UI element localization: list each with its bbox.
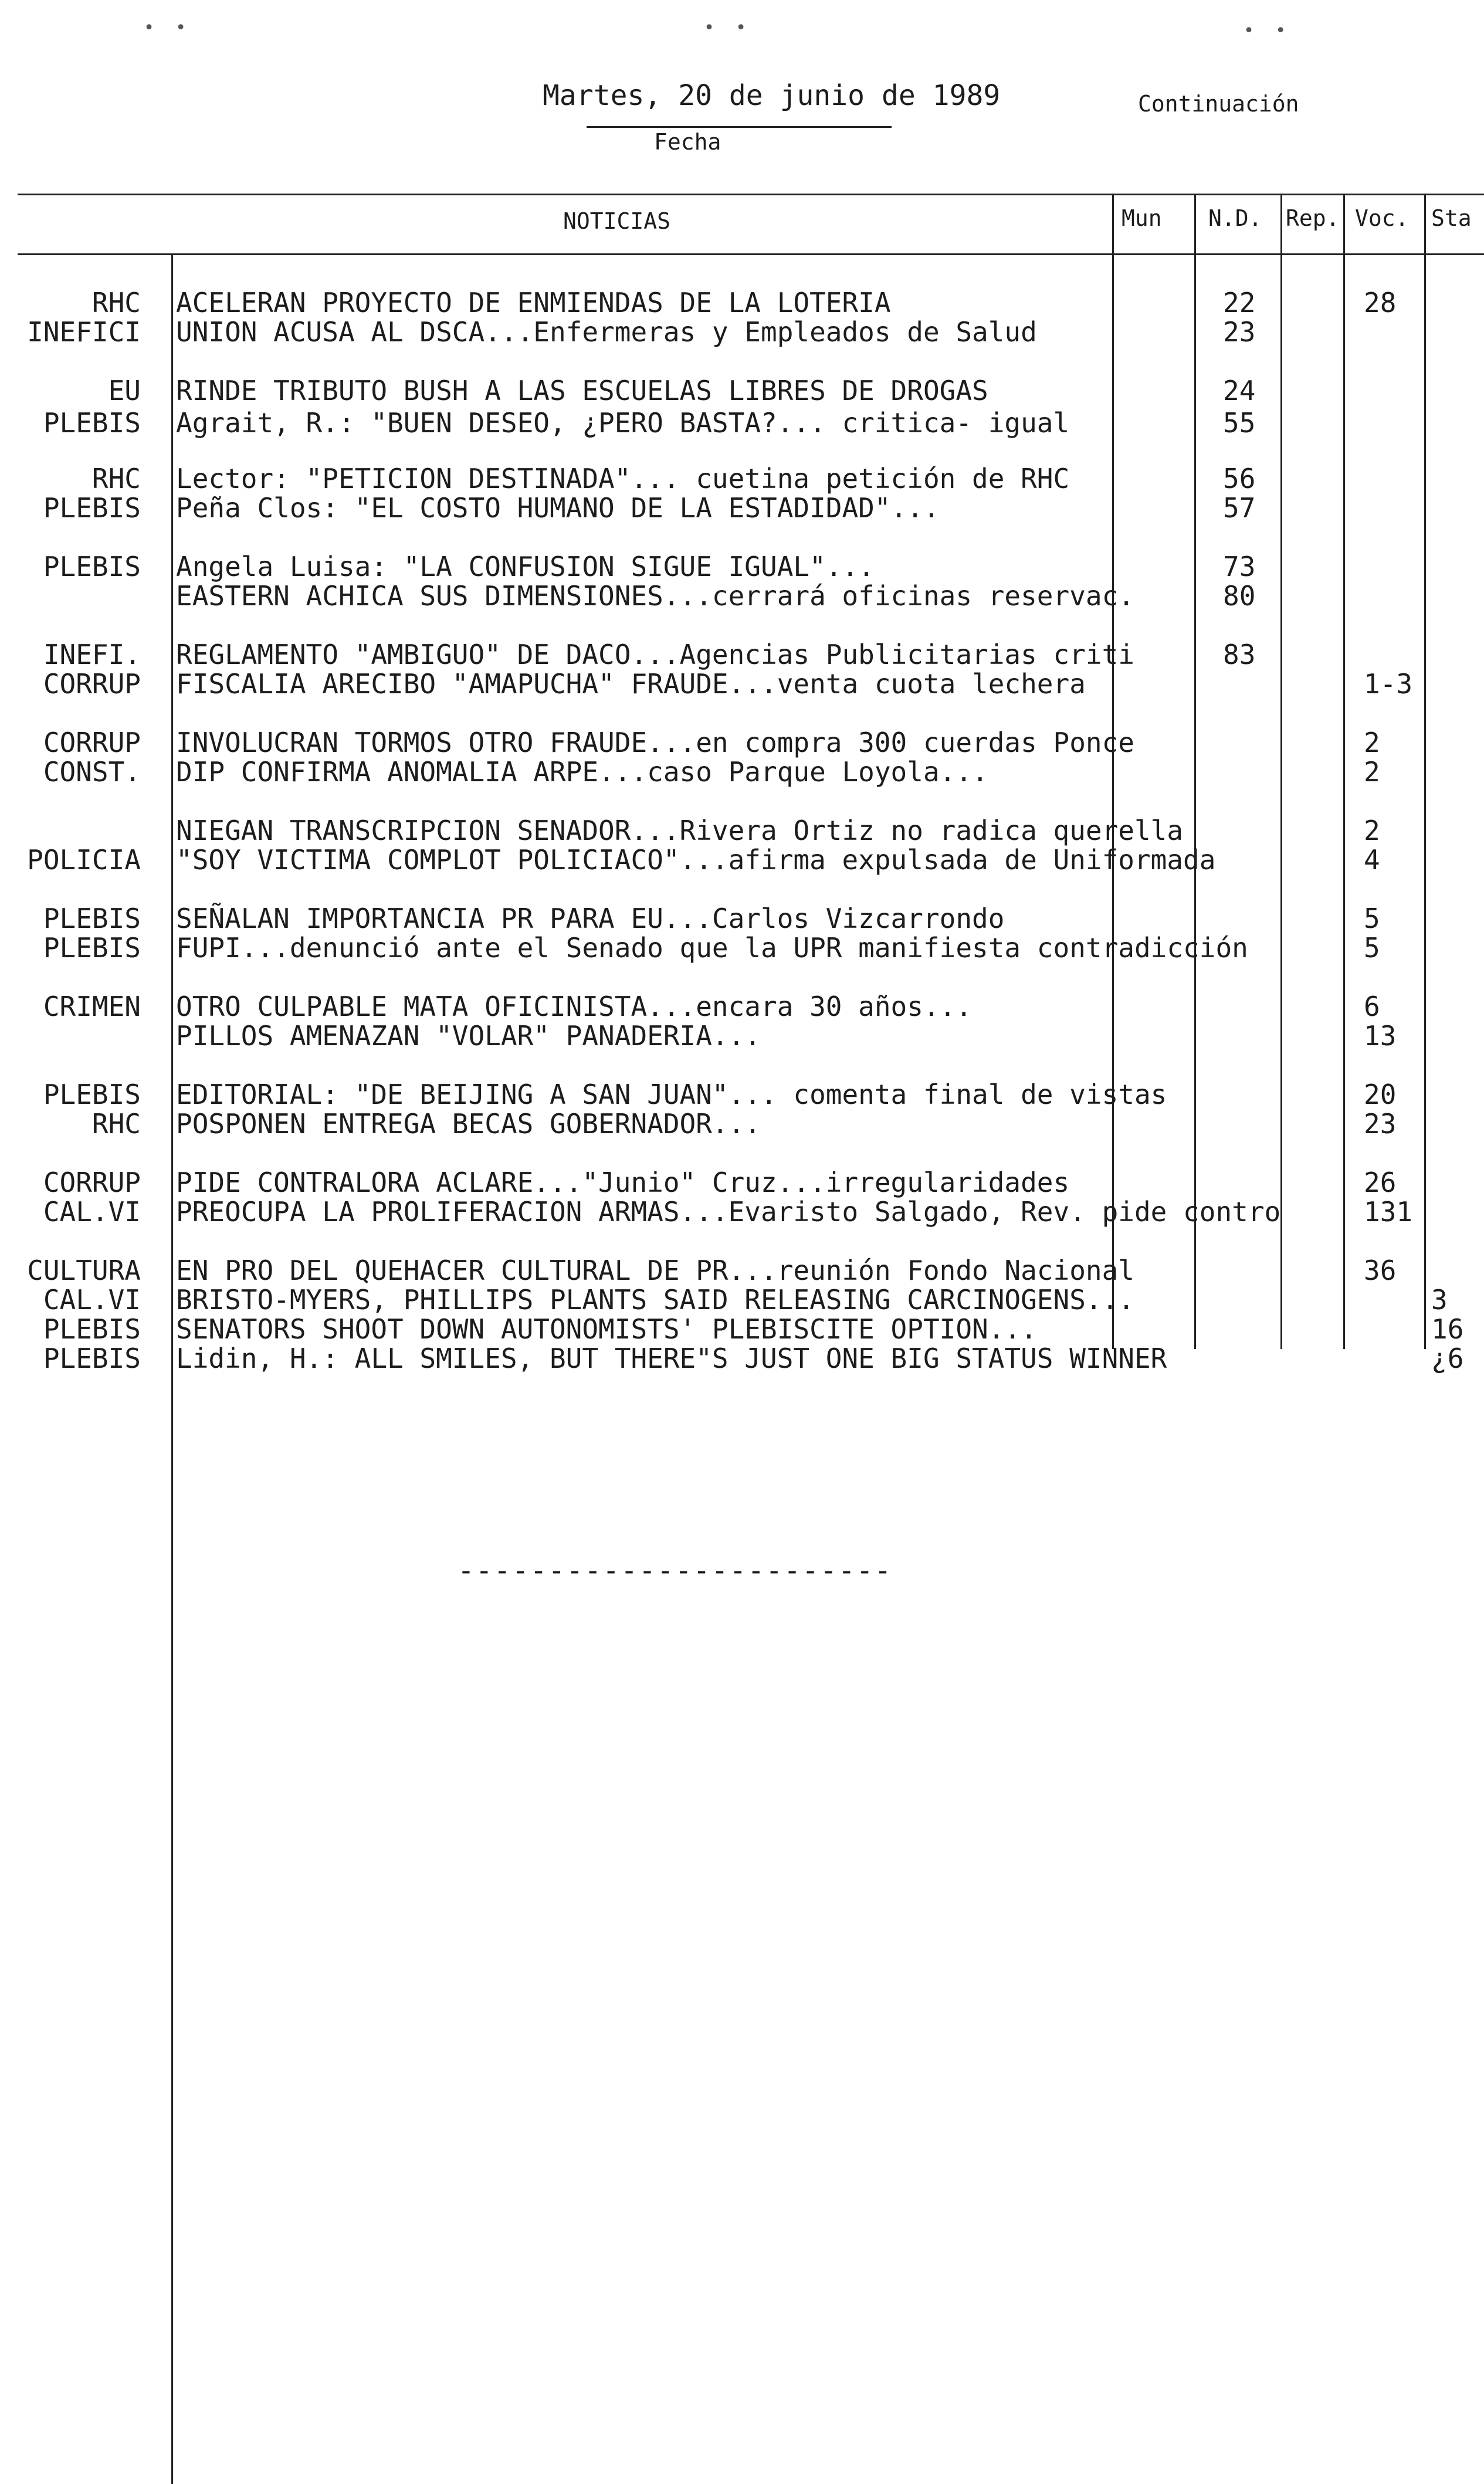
row-nd-page: 23	[1223, 316, 1256, 348]
rep-column-divider	[1280, 194, 1282, 1349]
row-category: PLEBIS	[43, 932, 141, 964]
table-top-rule	[18, 194, 1484, 195]
row-category: PLEBIS	[43, 551, 141, 582]
row-category: PLEBIS	[43, 1343, 141, 1374]
row-nd-page: 73	[1223, 551, 1256, 582]
row-voc-page: 2	[1364, 727, 1380, 758]
row-headline: OTRO CULPABLE MATA OFICINISTA...encara 30 años...	[176, 991, 973, 1022]
row-voc-page: 23	[1364, 1108, 1397, 1140]
row-voc-page: 1-3	[1364, 668, 1413, 700]
row-headline: Agrait, R.: "BUEN DESEO, ¿PERO BASTA?... critica- igual	[176, 407, 1070, 439]
row-voc-page: 5	[1364, 903, 1380, 934]
mun-column-divider	[1112, 194, 1114, 1349]
row-category: PLEBIS	[43, 903, 141, 934]
report-date: Martes, 20 de junio de 1989	[543, 79, 1001, 112]
row-category: CORRUP	[43, 727, 141, 758]
category-column-divider	[171, 253, 173, 2484]
column-header-nd: N.D.	[1208, 205, 1262, 231]
row-category: POLICIA	[27, 844, 141, 876]
row-voc-page: 4	[1364, 844, 1380, 876]
row-headline: DIP CONFIRMA ANOMALIA ARPE...caso Parque Loyola...	[176, 756, 988, 788]
row-category: PLEBIS	[43, 407, 141, 439]
continuation-label: Continuación	[1138, 91, 1299, 117]
nd-column-divider	[1194, 194, 1196, 1349]
column-header-mun: Mun	[1122, 205, 1162, 231]
row-category: RHC	[92, 1108, 141, 1140]
row-voc-page: 2	[1364, 815, 1380, 846]
row-voc-page: 26	[1364, 1167, 1397, 1198]
row-voc-page: 5	[1364, 932, 1380, 964]
row-voc-page: 36	[1364, 1255, 1397, 1286]
column-header-voc: Voc.	[1355, 205, 1409, 231]
row-voc-page: 6	[1364, 991, 1380, 1022]
row-category: CAL.VI	[43, 1284, 141, 1316]
row-nd-page: 55	[1223, 407, 1256, 439]
row-voc-page: 131	[1364, 1196, 1413, 1228]
row-headline: INVOLUCRAN TORMOS OTRO FRAUDE...en compra 300 cuerdas Ponce	[176, 727, 1134, 758]
row-category: CONST.	[43, 756, 141, 788]
row-nd-page: 80	[1223, 580, 1256, 612]
row-headline: FUPI...denunció ante el Senado que la UPR manifiesta contradicción	[176, 932, 1248, 964]
row-category: CORRUP	[43, 668, 141, 700]
voc-column-divider	[1343, 194, 1345, 1349]
row-headline: SEÑALAN IMPORTANCIA PR PARA EU...Carlos Vizcarrondo	[176, 903, 1005, 934]
row-voc-page: 2	[1364, 756, 1380, 788]
row-voc-page: 20	[1364, 1079, 1397, 1110]
row-category: EU	[108, 375, 141, 406]
row-headline: NIEGAN TRANSCRIPCION SENADOR...Rivera Ortiz no radica querella	[176, 815, 1184, 846]
row-star-page: 3	[1431, 1284, 1448, 1316]
row-category: CULTURA	[27, 1255, 141, 1286]
row-star-page: 16	[1431, 1313, 1464, 1345]
row-voc-page: 28	[1364, 287, 1397, 318]
column-header-rep: Rep.	[1286, 205, 1340, 231]
row-category: CRIMEN	[43, 991, 141, 1022]
row-headline: Lidin, H.: ALL SMILES, BUT THERE"S JUST ONE BIG STATUS WINNER	[176, 1343, 1167, 1374]
row-headline: "SOY VICTIMA COMPLOT POLICIACO"...afirma expulsada de Uniformada	[176, 844, 1216, 876]
row-nd-page: 56	[1223, 463, 1256, 494]
row-headline: EDITORIAL: "DE BEIJING A SAN JUAN"... comenta final de vistas	[176, 1079, 1167, 1110]
row-headline: EASTERN ACHICA SUS DIMENSIONES...cerrará oficinas reservac.	[176, 580, 1134, 612]
row-nd-page: 57	[1223, 492, 1256, 524]
row-headline: PILLOS AMENAZAN "VOLAR" PANADERIA...	[176, 1020, 761, 1052]
row-headline: PIDE CONTRALORA ACLARE..."Junio" Cruz...irregularidades	[176, 1167, 1070, 1198]
row-headline: ACELERAN PROYECTO DE ENMIENDAS DE LA LOTERIA	[176, 287, 891, 318]
star-column-divider	[1424, 194, 1426, 1349]
scan-speck: • •	[1244, 21, 1286, 41]
row-headline: REGLAMENTO "AMBIGUO" DE DACO...Agencias Publicitarias criti	[176, 639, 1134, 670]
date-underline	[587, 126, 892, 128]
table-header-rule	[18, 253, 1484, 255]
column-header-noticias: NOTICIAS	[563, 208, 671, 234]
row-headline: POSPONEN ENTREGA BECAS GOBERNADOR...	[176, 1108, 761, 1140]
row-category: RHC	[92, 287, 141, 318]
row-nd-page: 24	[1223, 375, 1256, 406]
row-nd-page: 22	[1223, 287, 1256, 318]
scan-speck: • •	[144, 18, 187, 38]
date-label: Fecha	[654, 129, 721, 155]
row-category: CORRUP	[43, 1167, 141, 1198]
row-voc-page: 13	[1364, 1020, 1397, 1052]
row-headline: BRISTO-MYERS, PHILLIPS PLANTS SAID RELEASING CARCINOGENS...	[176, 1284, 1134, 1316]
row-headline: RINDE TRIBUTO BUSH A LAS ESCUELAS LIBRES DE DROGAS	[176, 375, 988, 406]
row-headline: Lector: "PETICION DESTINADA"... cuetina petición de RHC	[176, 463, 1070, 494]
row-headline: SENATORS SHOOT DOWN AUTONOMISTS' PLEBISCITE OPTION...	[176, 1313, 1037, 1345]
row-headline: FISCALIA ARECIBO "AMAPUCHA" FRAUDE...venta cuota lechera	[176, 668, 1086, 700]
row-category: PLEBIS	[43, 1079, 141, 1110]
row-category: CAL.VI	[43, 1196, 141, 1228]
row-star-page: ¿6	[1431, 1343, 1464, 1374]
row-category: INEFICI	[27, 316, 141, 348]
row-headline: Angela Luisa: "LA CONFUSION SIGUE IGUAL"...	[176, 551, 875, 582]
column-header-star: Sta	[1431, 205, 1472, 231]
row-headline: EN PRO DEL QUEHACER CULTURAL DE PR...reunión Fondo Nacional	[176, 1255, 1134, 1286]
row-category: RHC	[92, 463, 141, 494]
row-headline: UNION ACUSA AL DSCA...Enfermeras y Empleados de Salud	[176, 316, 1037, 348]
row-headline: Peña Clos: "EL COSTO HUMANO DE LA ESTADIDAD"...	[176, 492, 940, 524]
row-category: PLEBIS	[43, 1313, 141, 1345]
row-category: PLEBIS	[43, 492, 141, 524]
row-nd-page: 83	[1223, 639, 1256, 670]
row-category: INEFI.	[43, 639, 141, 670]
scan-speck: • •	[704, 18, 747, 38]
row-headline: PREOCUPA LA PROLIFERACION ARMAS...Evaristo Salgado, Rev. pide contro	[176, 1196, 1281, 1228]
end-separator: ------------------------	[458, 1554, 893, 1587]
